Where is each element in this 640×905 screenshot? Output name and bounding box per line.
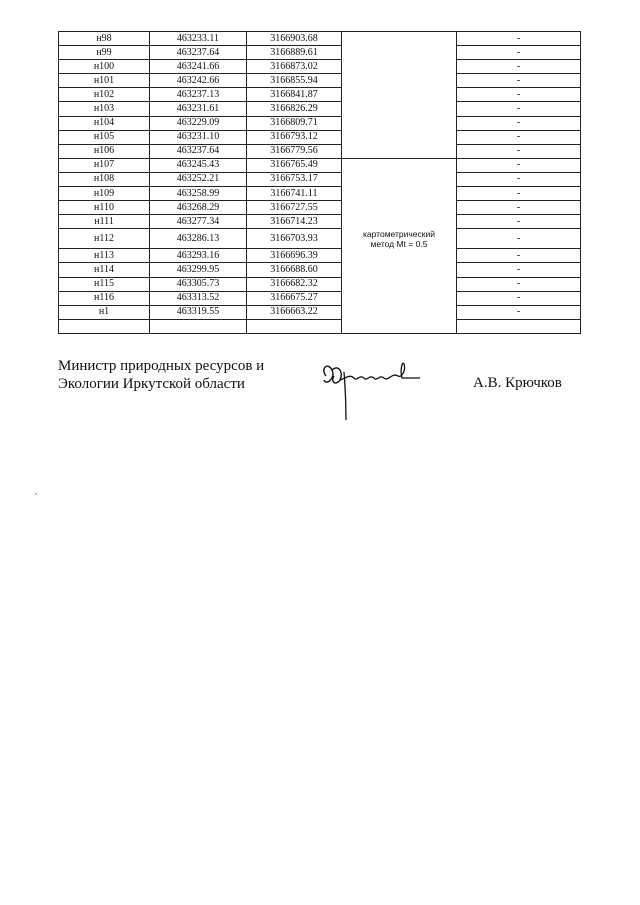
table-row — [59, 305, 581, 319]
point-id-cell: н103 — [59, 102, 150, 116]
mark-cell: - — [457, 102, 581, 116]
y-coordinate-cell: 3166688.60 — [247, 263, 342, 277]
point-id-cell: н105 — [59, 130, 150, 144]
x-coordinate-cell: 463299.95 — [150, 263, 247, 277]
x-coordinate-cell: 463293.16 — [150, 249, 247, 263]
mark-cell: - — [457, 32, 581, 46]
x-coordinate-cell: 463229.09 — [150, 116, 247, 130]
method-cell-empty — [342, 144, 457, 158]
table-row — [59, 144, 581, 158]
point-id-cell: н101 — [59, 74, 150, 88]
scan-speck — [35, 493, 37, 495]
method-cell-empty — [342, 172, 457, 186]
method-cell-empty — [342, 215, 457, 229]
x-coordinate-cell: 463241.66 — [150, 60, 247, 74]
handwritten-signature — [316, 356, 428, 424]
point-id-cell: н102 — [59, 88, 150, 102]
method-cell-empty — [342, 277, 457, 291]
empty-cell — [59, 319, 150, 333]
method-cell-empty — [342, 88, 457, 102]
x-coordinate-cell: 463233.11 — [150, 32, 247, 46]
method-cell-empty — [342, 46, 457, 60]
mark-cell: - — [457, 158, 581, 172]
coordinates-table — [58, 31, 581, 334]
x-coordinate-cell: 463277.34 — [150, 215, 247, 229]
mark-cell: - — [457, 130, 581, 144]
method-cell-empty — [342, 102, 457, 116]
method-cell — [342, 229, 457, 249]
x-coordinate-cell: 463258.99 — [150, 187, 247, 201]
position-line-1: Министр природных ресурсов и — [58, 358, 265, 374]
method-cell-empty — [342, 60, 457, 74]
y-coordinate-cell: 3166841.87 — [247, 88, 342, 102]
method-cell-empty — [342, 201, 457, 215]
method-cell-empty — [342, 158, 457, 172]
method-cell-empty — [342, 291, 457, 305]
point-id-cell: н100 — [59, 60, 150, 74]
table-row — [59, 187, 581, 201]
point-id-cell: н109 — [59, 187, 150, 201]
x-coordinate-cell: 463237.64 — [150, 46, 247, 60]
table-row — [59, 60, 581, 74]
point-id-cell: н108 — [59, 172, 150, 186]
x-coordinate-cell: 463231.61 — [150, 102, 247, 116]
y-coordinate-cell: 3166703.93 — [247, 229, 342, 249]
y-coordinate-cell: 3166675.27 — [247, 291, 342, 305]
point-id-cell: н115 — [59, 277, 150, 291]
point-id-cell: н113 — [59, 249, 150, 263]
x-coordinate-cell: 463305.73 — [150, 277, 247, 291]
mark-cell: - — [457, 229, 581, 249]
table-row — [59, 130, 581, 144]
x-coordinate-cell: 463245.43 — [150, 158, 247, 172]
x-coordinate-cell: 463268.29 — [150, 201, 247, 215]
table-row — [59, 215, 581, 229]
point-id-cell: н116 — [59, 291, 150, 305]
method-cell-empty — [342, 116, 457, 130]
method-cell-empty — [342, 249, 457, 263]
y-coordinate-cell: 3166779.56 — [247, 144, 342, 158]
table-row — [59, 32, 581, 46]
empty-cell — [342, 319, 457, 333]
y-coordinate-cell: 3166903.68 — [247, 32, 342, 46]
point-id-cell: н112 — [59, 229, 150, 249]
point-id-cell: н110 — [59, 201, 150, 215]
position-line-2: Экологии Иркутской области — [58, 376, 245, 392]
method-cell-empty — [342, 305, 457, 319]
method-line-1: картометрический — [363, 228, 435, 239]
table-row — [59, 116, 581, 130]
table-row — [59, 158, 581, 172]
x-coordinate-cell: 463252.21 — [150, 172, 247, 186]
mark-cell: - — [457, 172, 581, 186]
mark-cell: - — [457, 46, 581, 60]
method-cell-empty — [342, 263, 457, 277]
y-coordinate-cell: 3166889.61 — [247, 46, 342, 60]
x-coordinate-cell: 463237.64 — [150, 144, 247, 158]
empty-cell — [457, 319, 581, 333]
table-row — [59, 249, 581, 263]
mark-cell: - — [457, 249, 581, 263]
y-coordinate-cell: 3166727.55 — [247, 201, 342, 215]
y-coordinate-cell: 3166663.22 — [247, 305, 342, 319]
table-row — [59, 74, 581, 88]
table-row — [59, 277, 581, 291]
mark-cell: - — [457, 291, 581, 305]
x-coordinate-cell: 463313.52 — [150, 291, 247, 305]
signatory-name: А.В. Крючков — [473, 375, 562, 391]
y-coordinate-cell: 3166793.12 — [247, 130, 342, 144]
x-coordinate-cell: 463231.10 — [150, 130, 247, 144]
mark-cell: - — [457, 60, 581, 74]
x-coordinate-cell: 463237.13 — [150, 88, 247, 102]
y-coordinate-cell: 3166809.71 — [247, 116, 342, 130]
y-coordinate-cell: 3166741.11 — [247, 187, 342, 201]
table-row — [59, 291, 581, 305]
mark-cell: - — [457, 305, 581, 319]
y-coordinate-cell: 3166873.02 — [247, 60, 342, 74]
point-id-cell: н1 — [59, 305, 150, 319]
table-row — [59, 88, 581, 102]
y-coordinate-cell: 3166826.29 — [247, 102, 342, 116]
table-row — [59, 263, 581, 277]
empty-cell — [247, 319, 342, 333]
table-row — [59, 172, 581, 186]
method-cell-empty — [342, 32, 457, 46]
y-coordinate-cell: 3166855.94 — [247, 74, 342, 88]
x-coordinate-cell: 463242.66 — [150, 74, 247, 88]
point-id-cell: н104 — [59, 116, 150, 130]
table-row — [59, 201, 581, 215]
method-cell-empty — [342, 187, 457, 201]
y-coordinate-cell: 3166714.23 — [247, 215, 342, 229]
mark-cell: - — [457, 144, 581, 158]
table-row — [59, 46, 581, 60]
x-coordinate-cell: 463286.13 — [150, 229, 247, 249]
y-coordinate-cell: 3166765.49 — [247, 158, 342, 172]
method-cell-empty — [342, 74, 457, 88]
mark-cell: - — [457, 187, 581, 201]
method-line-2: метод Mt = 0.5 — [370, 238, 428, 249]
point-id-cell: н98 — [59, 32, 150, 46]
mark-cell: - — [457, 74, 581, 88]
point-id-cell: н106 — [59, 144, 150, 158]
point-id-cell: н114 — [59, 263, 150, 277]
point-id-cell: н99 — [59, 46, 150, 60]
point-id-cell: н107 — [59, 158, 150, 172]
y-coordinate-cell: 3166682.32 — [247, 277, 342, 291]
y-coordinate-cell: 3166696.39 — [247, 249, 342, 263]
mark-cell: - — [457, 201, 581, 215]
y-coordinate-cell: 3166753.17 — [247, 172, 342, 186]
table-row — [59, 229, 581, 249]
method-cell-empty — [342, 130, 457, 144]
mark-cell: - — [457, 116, 581, 130]
mark-cell: - — [457, 215, 581, 229]
signatory-position — [58, 357, 264, 393]
mark-cell: - — [457, 88, 581, 102]
mark-cell: - — [457, 277, 581, 291]
x-coordinate-cell: 463319.55 — [150, 305, 247, 319]
mark-cell: - — [457, 263, 581, 277]
point-id-cell: н111 — [59, 215, 150, 229]
table-row-empty — [59, 319, 581, 333]
empty-cell — [150, 319, 247, 333]
table-row — [59, 102, 581, 116]
